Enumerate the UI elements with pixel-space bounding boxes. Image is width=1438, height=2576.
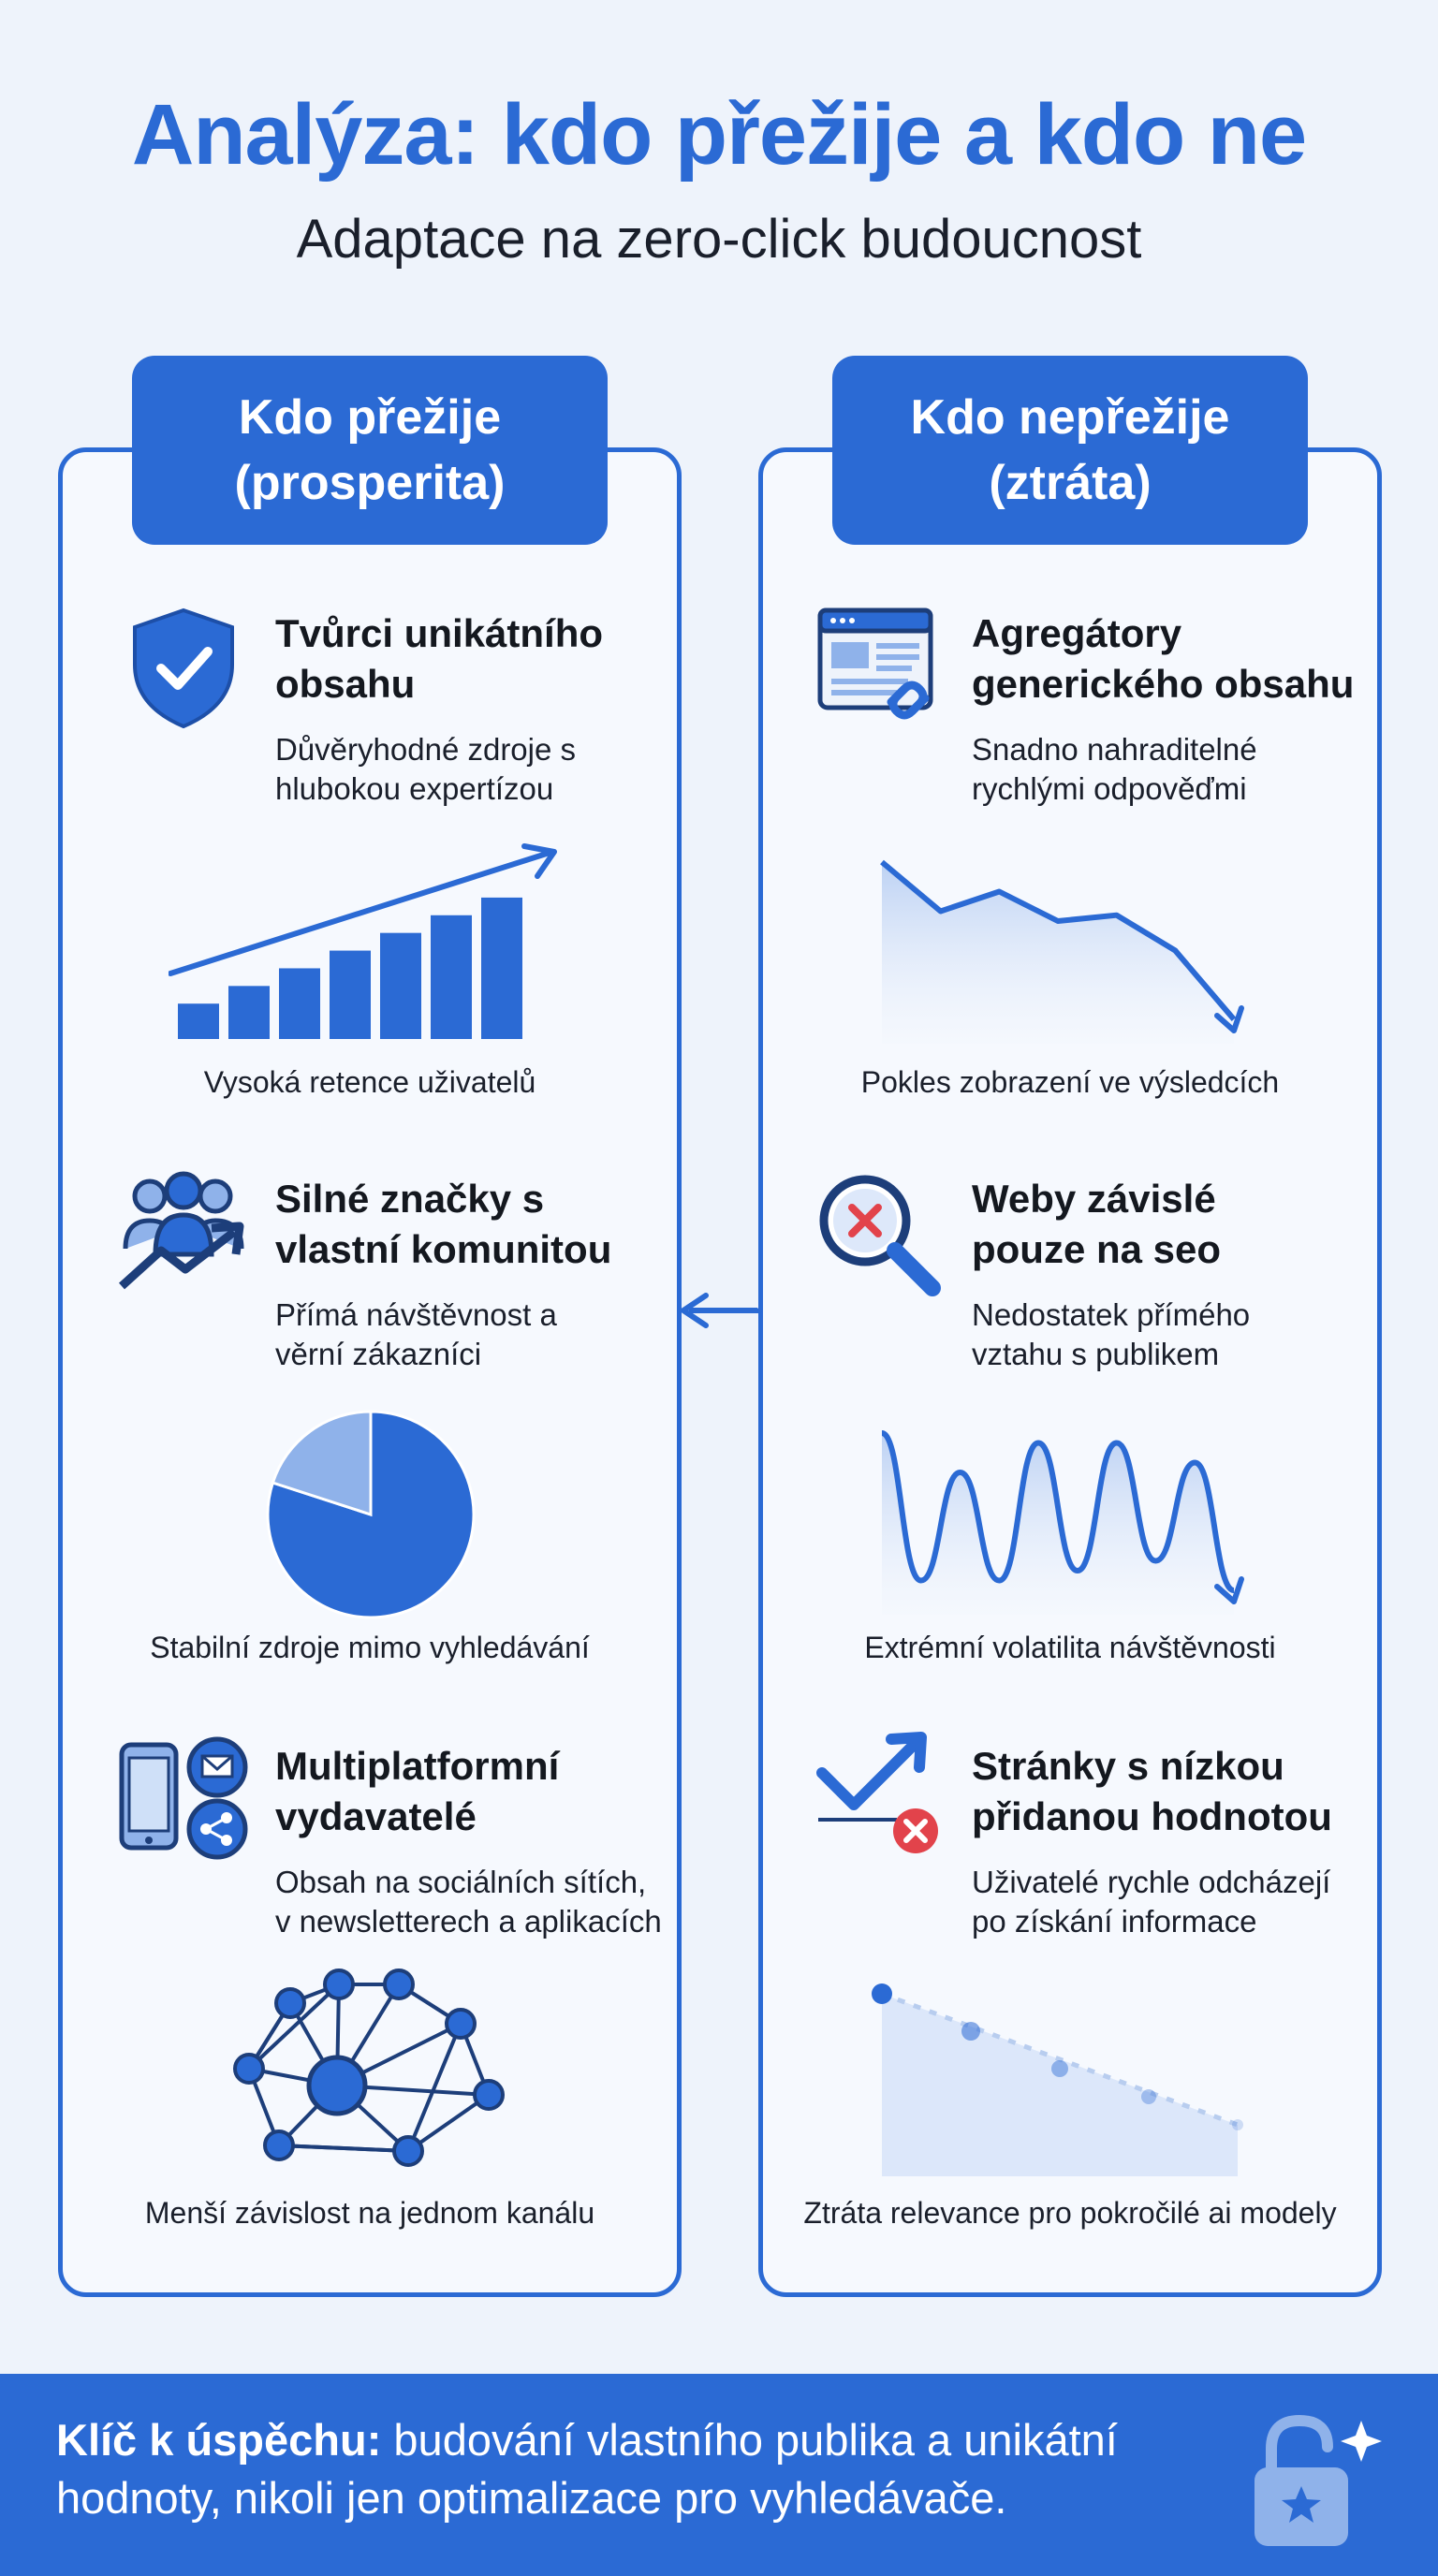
bar bbox=[431, 915, 472, 1039]
item-title-strong-brands bbox=[275, 1174, 687, 1275]
stable-sources-pie-chart bbox=[262, 1406, 479, 1623]
losers-heading bbox=[832, 356, 1308, 545]
title-line: generického obsahu bbox=[972, 662, 1355, 706]
item-desc-seo-dependent bbox=[972, 1295, 1402, 1374]
data-point bbox=[872, 1983, 892, 2004]
item-desc-aggregators bbox=[972, 730, 1402, 809]
chart-caption: Menší závislost na jednom kanálu bbox=[144, 2196, 595, 2230]
shield-check-icon bbox=[127, 605, 240, 732]
title-line: Agregátory bbox=[972, 611, 1182, 655]
desc-line: Snadno nahraditelné bbox=[972, 732, 1257, 767]
trend-fail-icon bbox=[813, 1730, 953, 1861]
desc-line: vztahu s publikem bbox=[972, 1337, 1220, 1371]
desc-line: Nedostatek přímého bbox=[972, 1297, 1251, 1332]
title-line: Tvůrci unikátního bbox=[275, 611, 604, 655]
footer-text-line2: hodnoty, nikoli jen optimalizace pro vyhledávače. bbox=[56, 2473, 1007, 2523]
footer-key-text bbox=[56, 2411, 1180, 2527]
losers-heading-line1: Kdo nepřežije bbox=[910, 390, 1230, 445]
traffic-volatility-chart bbox=[871, 1404, 1273, 1619]
chart-caption: Ztráta relevance pro pokročilé ai modely bbox=[803, 2196, 1337, 2230]
footer-key-label: Klíč k úspěchu: bbox=[56, 2415, 382, 2465]
footer-text-line1: budování vlastního publika a unikátní bbox=[381, 2415, 1118, 2465]
survivors-heading bbox=[132, 356, 608, 545]
desc-line: Důvěryhodné zdroje s bbox=[275, 732, 577, 767]
data-point bbox=[1051, 2060, 1068, 2077]
area-fill bbox=[882, 1994, 1238, 2176]
chart-caption: Pokles zobrazení ve výsledcích bbox=[860, 1065, 1280, 1099]
data-point bbox=[961, 2022, 980, 2041]
survivors-heading-line2: (prosperita) bbox=[234, 456, 506, 510]
page-title: Analýza: kdo přežije a kdo ne bbox=[131, 87, 1307, 183]
bar bbox=[481, 898, 522, 1039]
desc-line: Přímá návštěvnost a bbox=[275, 1297, 557, 1332]
impressions-decline-chart bbox=[871, 833, 1273, 1048]
title-line: obsahu bbox=[275, 662, 416, 706]
bar bbox=[330, 951, 371, 1039]
item-title-seo-dependent bbox=[972, 1174, 1384, 1275]
item-title-low-value bbox=[972, 1741, 1384, 1842]
aggregator-link-icon bbox=[814, 605, 946, 732]
title-line: vlastní komunitou bbox=[275, 1227, 612, 1271]
data-point bbox=[1141, 2089, 1156, 2104]
desc-line: věrní zákazníci bbox=[275, 1337, 482, 1371]
desc-line: hlubokou expertízou bbox=[275, 771, 554, 806]
area-fill bbox=[882, 862, 1234, 1044]
losers-heading-line2: (ztráta) bbox=[989, 456, 1152, 510]
item-title-aggregators bbox=[972, 608, 1365, 710]
page-subtitle: Adaptace na zero-click budoucnost bbox=[296, 209, 1142, 270]
title-line: Silné značky s bbox=[275, 1177, 545, 1221]
desc-line: v newsletterech a aplikacích bbox=[275, 1904, 662, 1939]
multiplatform-icon bbox=[116, 1732, 253, 1863]
item-desc-unique-creators bbox=[275, 730, 706, 809]
item-desc-strong-brands bbox=[275, 1295, 706, 1374]
item-desc-multiplatform bbox=[275, 1863, 706, 1941]
item-title-multiplatform bbox=[275, 1741, 687, 1842]
bar bbox=[279, 968, 320, 1039]
data-point bbox=[1232, 2119, 1243, 2130]
retention-bar-chart bbox=[169, 833, 571, 1048]
network-icon bbox=[230, 1966, 511, 2181]
bar bbox=[228, 986, 270, 1039]
item-desc-low-value bbox=[972, 1863, 1402, 1941]
chart-caption: Extrémní volatilita návštěvnosti bbox=[864, 1631, 1276, 1664]
desc-line: po získání informace bbox=[972, 1904, 1257, 1939]
footer-banner bbox=[0, 2374, 1438, 2576]
unlock-star-icon bbox=[1241, 2406, 1391, 2555]
bar bbox=[178, 1003, 219, 1039]
title-line: Weby závislé bbox=[972, 1177, 1216, 1221]
desc-line: Uživatelé rychle odcházejí bbox=[972, 1865, 1331, 1899]
bar bbox=[380, 933, 421, 1039]
title-line: vydavatelé bbox=[275, 1794, 477, 1838]
community-growth-icon bbox=[118, 1170, 249, 1292]
desc-line: rychlými odpověďmi bbox=[972, 771, 1247, 806]
relevance-loss-chart bbox=[871, 1966, 1273, 2181]
magnifier-x-icon bbox=[813, 1168, 944, 1299]
survivors-heading-line1: Kdo přežije bbox=[238, 390, 502, 445]
title-line: Multiplatformní bbox=[275, 1744, 560, 1788]
desc-line: Obsah na sociálních sítích, bbox=[275, 1865, 647, 1899]
chart-caption: Vysoká retence uživatelů bbox=[203, 1065, 536, 1099]
item-title-unique-creators bbox=[275, 608, 687, 710]
title-line: Stránky s nízkou bbox=[972, 1744, 1284, 1788]
chart-caption: Stabilní zdroje mimo vyhledávání bbox=[150, 1631, 590, 1664]
title-line: přidanou hodnotou bbox=[972, 1794, 1332, 1838]
title-line: pouze na seo bbox=[972, 1227, 1222, 1271]
